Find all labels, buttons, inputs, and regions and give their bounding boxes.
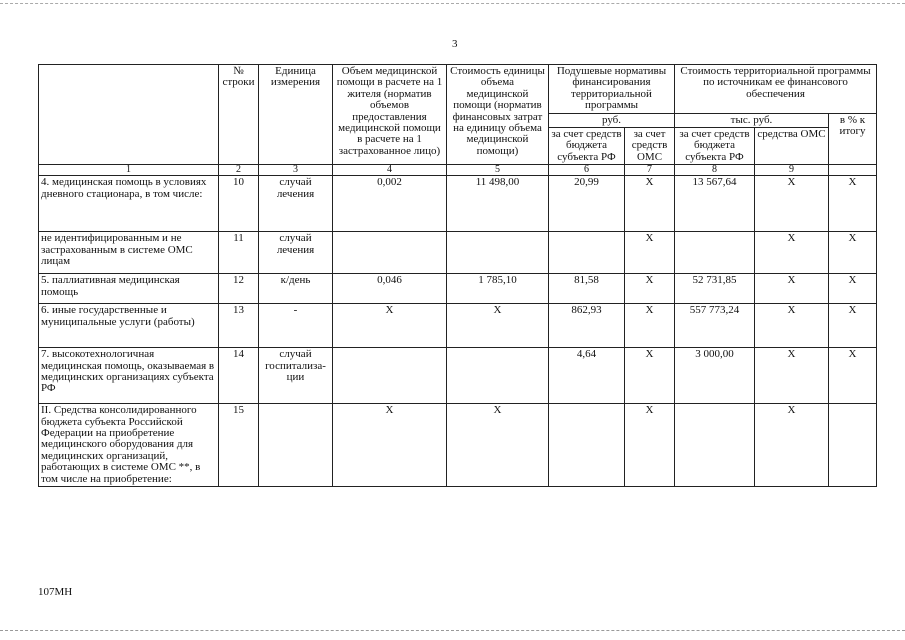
column-number: 6 xyxy=(549,165,625,176)
row-rub-oms: X xyxy=(625,304,675,348)
row-rub-budget: 20,99 xyxy=(549,176,625,232)
header-rub: руб. xyxy=(549,113,675,127)
row-thous-budget: 3 000,00 xyxy=(675,348,755,404)
column-number: 8 xyxy=(675,165,755,176)
row-thous-budget xyxy=(675,404,755,487)
header-cost: Стоимость единицы объема медицинской помощи (норматив финансовых затрат на единицу объема медицинской помощи) xyxy=(447,65,549,165)
row-thous-oms: X xyxy=(755,232,829,274)
column-number-empty xyxy=(829,165,877,176)
row-unit xyxy=(259,404,333,487)
header-volume: Объем медицинской помощи в расчете на 1 жителя (норматив объемов предоставления медицинской помощи в расчете на 1 застрахованное лицо) xyxy=(333,65,447,165)
row-thous-budget: 557 773,24 xyxy=(675,304,755,348)
financing-table xyxy=(38,64,877,487)
row-thous-oms: X xyxy=(755,304,829,348)
row-percent: X xyxy=(829,232,877,274)
column-number: 9 xyxy=(755,165,829,176)
row-cost: X xyxy=(447,404,549,487)
column-number: 3 xyxy=(259,165,333,176)
row-number: 11 xyxy=(219,232,259,274)
row-volume: X xyxy=(333,304,447,348)
row-unit: случай лечения xyxy=(259,176,333,232)
row-volume: X xyxy=(333,404,447,487)
column-number: 7 xyxy=(625,165,675,176)
column-number: 2 xyxy=(219,165,259,176)
table-row xyxy=(39,232,877,274)
row-number: 12 xyxy=(219,274,259,304)
row-cost xyxy=(447,348,549,404)
header-empty-name xyxy=(39,65,219,165)
page-number: 3 xyxy=(452,38,458,50)
header-unit: Единица измерения xyxy=(259,65,333,165)
row-percent: X xyxy=(829,176,877,232)
row-name: 5. паллиативная медицинская помощь xyxy=(39,274,219,304)
column-number: 5 xyxy=(447,165,549,176)
row-name: II. Средства консолидированного бюджета субъекта Российской Федерации на приобретение медицинского оборудования для медицинских организаций, работающих в системе ОМС **, в том числе на приобретение: xyxy=(39,404,219,487)
header-budget-rf: за счет средств бюджета субъекта РФ xyxy=(549,128,625,165)
table-row xyxy=(39,404,877,487)
row-unit: случай госпитализа-ции xyxy=(259,348,333,404)
row-rub-budget xyxy=(549,232,625,274)
column-number-row xyxy=(39,165,877,176)
row-rub-oms: X xyxy=(625,348,675,404)
row-name: 6. иные государственные и муниципальные услуги (работы) xyxy=(39,304,219,348)
row-unit: случай лечения xyxy=(259,232,333,274)
row-cost: X xyxy=(447,304,549,348)
row-percent: X xyxy=(829,304,877,348)
row-thous-oms: X xyxy=(755,176,829,232)
header-oms-funds: за счет средств ОМС xyxy=(625,128,675,165)
row-name: 7. высокотехнологичная медицинская помощь, оказываемая в медицинских организациях субъекта РФ xyxy=(39,348,219,404)
row-rub-oms: X xyxy=(625,176,675,232)
row-volume xyxy=(333,348,447,404)
row-rub-budget xyxy=(549,404,625,487)
row-thous-budget: 13 567,64 xyxy=(675,176,755,232)
table-row xyxy=(39,176,877,232)
row-number: 10 xyxy=(219,176,259,232)
row-rub-budget: 81,58 xyxy=(549,274,625,304)
footer-code: 107МН xyxy=(38,586,73,598)
table-row xyxy=(39,274,877,304)
header-row-1 xyxy=(39,65,877,114)
row-percent xyxy=(829,404,877,487)
table-row xyxy=(39,348,877,404)
row-number: 14 xyxy=(219,348,259,404)
scan-edge-top xyxy=(0,3,905,4)
row-name: не идентифицированным и не застрахованным в системе ОМС лицам xyxy=(39,232,219,274)
header-program-cost: Стоимость территориальной программы по источникам ее финансового обеспечения xyxy=(675,65,877,114)
row-thous-oms: X xyxy=(755,274,829,304)
row-volume: 0,002 xyxy=(333,176,447,232)
header-per-capita: Подушевые нормативы финансирования территориальной программы xyxy=(549,65,675,114)
scan-edge-bottom xyxy=(0,630,905,631)
row-cost: 11 498,00 xyxy=(447,176,549,232)
row-unit: - xyxy=(259,304,333,348)
row-name: 4. медицинская помощь в условиях дневного стационара, в том числе: xyxy=(39,176,219,232)
column-number: 4 xyxy=(333,165,447,176)
row-rub-budget: 862,93 xyxy=(549,304,625,348)
row-rub-budget: 4,64 xyxy=(549,348,625,404)
header-row-number: № строки xyxy=(219,65,259,165)
row-rub-oms: X xyxy=(625,232,675,274)
row-cost: 1 785,10 xyxy=(447,274,549,304)
row-rub-oms: X xyxy=(625,404,675,487)
row-thous-budget: 52 731,85 xyxy=(675,274,755,304)
row-volume xyxy=(333,232,447,274)
row-number: 13 xyxy=(219,304,259,348)
table-row xyxy=(39,304,877,348)
column-number: 1 xyxy=(39,165,219,176)
row-percent: X xyxy=(829,274,877,304)
row-number: 15 xyxy=(219,404,259,487)
header-oms-2: средства ОМС xyxy=(755,128,829,165)
row-percent: X xyxy=(829,348,877,404)
row-volume: 0,046 xyxy=(333,274,447,304)
row-thous-oms: X xyxy=(755,348,829,404)
header-percent-total: в % к итогу xyxy=(829,113,877,165)
header-budget-rf-2: за счет средств бюджета субъекта РФ xyxy=(675,128,755,165)
row-thous-oms: X xyxy=(755,404,829,487)
row-rub-oms: X xyxy=(625,274,675,304)
row-unit: к/день xyxy=(259,274,333,304)
row-thous-budget xyxy=(675,232,755,274)
header-thous-rub: тыс. руб. xyxy=(675,113,829,127)
row-cost xyxy=(447,232,549,274)
